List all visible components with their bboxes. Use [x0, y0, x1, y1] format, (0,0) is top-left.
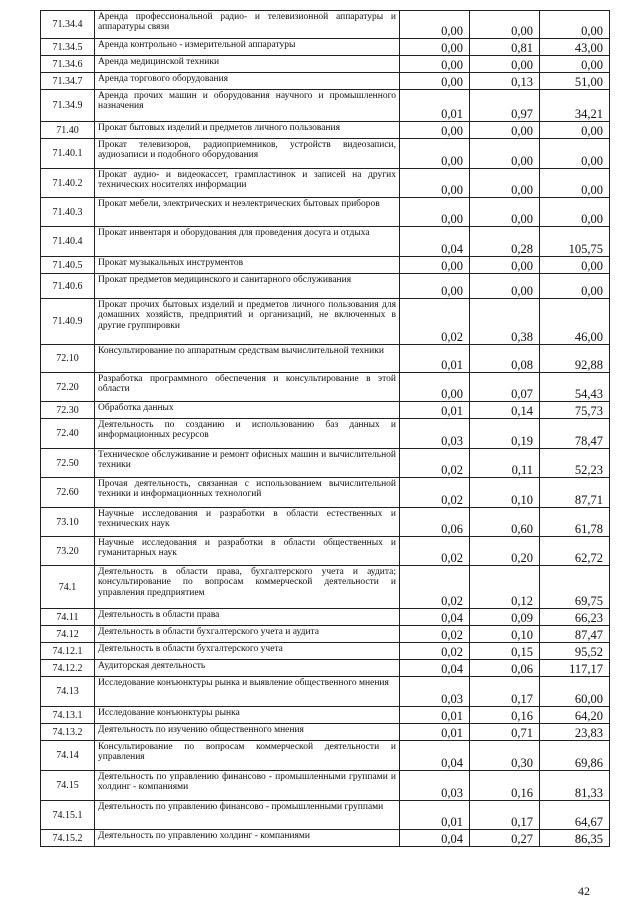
value-col1-cell: 0,02 [400, 449, 470, 478]
page-number: 42 [578, 884, 590, 898]
description-cell: Прокат аудио- и видеокассет, грампластинок и записей на других технических носителях информации [95, 169, 400, 198]
value-col2-cell: 0,13 [470, 73, 540, 90]
value-col1-cell: 0,00 [400, 122, 470, 139]
value-col1-cell: 0,02 [400, 299, 470, 345]
table-row [41, 724, 610, 741]
value-col1-cell: 0,00 [400, 11, 470, 39]
value-col2-cell: 0,28 [470, 227, 540, 257]
value-col2-cell: 0,00 [470, 56, 540, 73]
value-col3-cell: 43,00 [540, 39, 610, 56]
value-col2-cell: 0,00 [470, 169, 540, 198]
value-col2-cell: 0,30 [470, 741, 540, 771]
code-cell: 71.40.6 [41, 274, 95, 299]
value-col3-cell: 51,00 [540, 73, 610, 90]
value-col3-cell: 60,00 [540, 677, 610, 707]
value-col2-cell: 0,06 [470, 660, 540, 677]
code-cell: 72.50 [41, 449, 95, 478]
value-col3-cell: 66,23 [540, 609, 610, 626]
description-cell: Деятельность по управлению финансово - промышленными группами и холдинг - компаниями [95, 771, 400, 801]
value-col1-cell: 0,04 [400, 660, 470, 677]
value-col2-cell: 0,00 [470, 274, 540, 299]
table-row [41, 660, 610, 677]
table-row [41, 508, 610, 537]
value-col3-cell: 105,75 [540, 227, 610, 257]
value-col1-cell: 0,06 [400, 508, 470, 537]
description-cell: Аренда торгового оборудования [95, 73, 400, 90]
table-row [41, 122, 610, 139]
table-row [41, 677, 610, 707]
value-col1-cell: 0,00 [400, 257, 470, 274]
code-cell: 73.20 [41, 537, 95, 566]
value-col2-cell: 0,19 [470, 419, 540, 449]
table-row [41, 257, 610, 274]
value-col1-cell: 0,01 [400, 801, 470, 830]
value-col2-cell: 0,00 [470, 198, 540, 227]
description-cell: Деятельность в области бухгалтерского учета и аудита [95, 626, 400, 643]
value-col3-cell: 0,00 [540, 56, 610, 73]
value-col1-cell: 0,01 [400, 707, 470, 724]
value-col1-cell: 0,02 [400, 537, 470, 566]
description-cell: Прокат бытовых изделий и предметов личного пользования [95, 122, 400, 139]
value-col1-cell: 0,02 [400, 478, 470, 508]
description-cell: Научные исследования и разработки в области общественных и гуманитарных наук [95, 537, 400, 566]
value-col3-cell: 0,00 [540, 198, 610, 227]
table-row [41, 198, 610, 227]
value-col3-cell: 69,86 [540, 741, 610, 771]
value-col2-cell: 0,07 [470, 373, 540, 402]
table-row [41, 39, 610, 56]
description-cell: Консультирование по аппаратным средствам вычислительной техники [95, 345, 400, 373]
value-col1-cell: 0,00 [400, 169, 470, 198]
code-cell: 74.14 [41, 741, 95, 771]
description-cell: Аренда прочих машин и оборудования научного и промышленного назначения [95, 90, 400, 122]
description-cell: Прочая деятельность, связанная с использованием вычислительной техники и информационных технологий [95, 478, 400, 508]
value-col1-cell: 0,04 [400, 741, 470, 771]
value-col3-cell: 87,47 [540, 626, 610, 643]
code-cell: 71.34.9 [41, 90, 95, 122]
table-row [41, 707, 610, 724]
value-col3-cell: 54,43 [540, 373, 610, 402]
value-col2-cell: 0,97 [470, 90, 540, 122]
value-col3-cell: 69,75 [540, 566, 610, 609]
value-col1-cell: 0,00 [400, 39, 470, 56]
table-row [41, 626, 610, 643]
table-row [41, 643, 610, 660]
value-col1-cell: 0,00 [400, 139, 470, 169]
value-col2-cell: 0,38 [470, 299, 540, 345]
description-cell: Деятельность по изучению общественного мнения [95, 724, 400, 741]
code-cell: 71.40.4 [41, 227, 95, 257]
value-col3-cell: 92,88 [540, 345, 610, 373]
code-cell: 74.1 [41, 566, 95, 609]
value-col2-cell: 0,16 [470, 707, 540, 724]
value-col1-cell: 0,04 [400, 227, 470, 257]
value-col2-cell: 0,15 [470, 643, 540, 660]
table-row [41, 345, 610, 373]
code-cell: 74.15 [41, 771, 95, 801]
description-cell: Консультирование по вопросам коммерческой деятельности и управления [95, 741, 400, 771]
code-cell: 72.10 [41, 345, 95, 373]
value-col3-cell: 81,33 [540, 771, 610, 801]
code-cell: 72.20 [41, 373, 95, 402]
table-row [41, 227, 610, 257]
code-cell: 71.40.3 [41, 198, 95, 227]
value-col2-cell: 0,11 [470, 449, 540, 478]
table-row [41, 73, 610, 90]
value-col1-cell: 0,00 [400, 373, 470, 402]
description-cell: Деятельность по созданию и использованию баз данных и информационных ресурсов [95, 419, 400, 449]
value-col2-cell: 0,81 [470, 39, 540, 56]
value-col2-cell: 0,09 [470, 609, 540, 626]
description-cell: Научные исследования и разработки в области естественных и технических наук [95, 508, 400, 537]
value-col3-cell: 61,78 [540, 508, 610, 537]
table-row [41, 537, 610, 566]
description-cell: Деятельность по управлению финансово - промышленными группами [95, 801, 400, 830]
description-cell: Аренда медицинской техники [95, 56, 400, 73]
code-cell: 72.40 [41, 419, 95, 449]
value-col2-cell: 0,00 [470, 257, 540, 274]
table-row [41, 771, 610, 801]
value-col2-cell: 0,27 [470, 830, 540, 847]
table-row [41, 478, 610, 508]
table-row [41, 830, 610, 847]
value-col1-cell: 0,00 [400, 198, 470, 227]
value-col2-cell: 0,10 [470, 478, 540, 508]
value-col3-cell: 0,00 [540, 169, 610, 198]
value-col3-cell: 34,21 [540, 90, 610, 122]
code-cell: 71.40.2 [41, 169, 95, 198]
value-col3-cell: 78,47 [540, 419, 610, 449]
code-cell: 74.12.2 [41, 660, 95, 677]
code-cell: 74.13.1 [41, 707, 95, 724]
value-col3-cell: 23,83 [540, 724, 610, 741]
value-col3-cell: 0,00 [540, 274, 610, 299]
value-col1-cell: 0,03 [400, 419, 470, 449]
value-col1-cell: 0,01 [400, 90, 470, 122]
code-cell: 71.40.9 [41, 299, 95, 345]
value-col2-cell: 0,16 [470, 771, 540, 801]
code-cell: 74.12.1 [41, 643, 95, 660]
value-col2-cell: 0,08 [470, 345, 540, 373]
table-row [41, 373, 610, 402]
table-row [41, 139, 610, 169]
value-col3-cell: 46,00 [540, 299, 610, 345]
value-col2-cell: 0,00 [470, 122, 540, 139]
value-col1-cell: 0,04 [400, 609, 470, 626]
value-col3-cell: 0,00 [540, 122, 610, 139]
description-cell: Деятельность по управлению холдинг - компаниями [95, 830, 400, 847]
value-col3-cell: 0,00 [540, 11, 610, 39]
value-col2-cell: 0,60 [470, 508, 540, 537]
code-cell: 74.15.1 [41, 801, 95, 830]
value-col1-cell: 0,04 [400, 830, 470, 847]
code-cell: 74.12 [41, 626, 95, 643]
description-cell: Прокат музыкальных инструментов [95, 257, 400, 274]
description-cell: Прокат предметов медицинского и санитарного обслуживания [95, 274, 400, 299]
table-body [41, 11, 610, 847]
code-cell: 71.34.6 [41, 56, 95, 73]
code-cell: 74.11 [41, 609, 95, 626]
value-col1-cell: 0,01 [400, 402, 470, 419]
description-cell: Прокат инвентаря и оборудования для проведения досуга и отдыха [95, 227, 400, 257]
value-col2-cell: 0,71 [470, 724, 540, 741]
value-col2-cell: 0,10 [470, 626, 540, 643]
value-col3-cell: 117,17 [540, 660, 610, 677]
value-col3-cell: 75,73 [540, 402, 610, 419]
value-col1-cell: 0,01 [400, 724, 470, 741]
description-cell: Деятельность в области права [95, 609, 400, 626]
code-cell: 71.40.5 [41, 257, 95, 274]
table-row [41, 56, 610, 73]
description-cell: Деятельность в области бухгалтерского учета [95, 643, 400, 660]
value-col1-cell: 0,00 [400, 73, 470, 90]
code-cell: 72.60 [41, 478, 95, 508]
value-col2-cell: 0,00 [470, 11, 540, 39]
value-col3-cell: 0,00 [540, 257, 610, 274]
value-col1-cell: 0,02 [400, 626, 470, 643]
table-row [41, 449, 610, 478]
value-col1-cell: 0,03 [400, 677, 470, 707]
code-cell: 71.34.4 [41, 11, 95, 39]
description-cell: Аудиторская деятельность [95, 660, 400, 677]
table-row [41, 402, 610, 419]
value-col3-cell: 64,67 [540, 801, 610, 830]
value-col3-cell: 64,20 [540, 707, 610, 724]
table-row [41, 609, 610, 626]
value-col2-cell: 0,00 [470, 139, 540, 169]
description-cell: Аренда профессиональной радио- и телевизионной аппаратуры и аппаратуры связи [95, 11, 400, 39]
value-col2-cell: 0,17 [470, 801, 540, 830]
code-cell: 71.40 [41, 122, 95, 139]
table-row [41, 11, 610, 39]
description-cell: Прокат телевизоров, радиоприемников, устройств видеозаписи, аудиозаписи и подобного оборудования [95, 139, 400, 169]
code-cell: 74.15.2 [41, 830, 95, 847]
table-row [41, 90, 610, 122]
value-col3-cell: 95,52 [540, 643, 610, 660]
description-cell: Исследование конъюнктуры рынка [95, 707, 400, 724]
table-row [41, 169, 610, 198]
description-cell: Техническое обслуживание и ремонт офисных машин и вычислительной техники [95, 449, 400, 478]
value-col2-cell: 0,17 [470, 677, 540, 707]
table-row [41, 299, 610, 345]
value-col3-cell: 87,71 [540, 478, 610, 508]
code-cell: 71.40.1 [41, 139, 95, 169]
value-col3-cell: 52,23 [540, 449, 610, 478]
value-col2-cell: 0,12 [470, 566, 540, 609]
description-cell: Исследование конъюнктуры рынка и выявление общественного мнения [95, 677, 400, 707]
code-cell: 74.13.2 [41, 724, 95, 741]
description-cell: Обработка данных [95, 402, 400, 419]
value-col1-cell: 0,02 [400, 566, 470, 609]
value-col1-cell: 0,01 [400, 345, 470, 373]
code-cell: 71.34.7 [41, 73, 95, 90]
value-col1-cell: 0,00 [400, 274, 470, 299]
code-cell: 72.30 [41, 402, 95, 419]
description-cell: Деятельность в области права, бухгалтерского учета и аудита; консультирование по вопросам коммерческой деятельности и управления предприятием [95, 566, 400, 609]
value-col3-cell: 86,35 [540, 830, 610, 847]
value-col2-cell: 0,20 [470, 537, 540, 566]
value-col3-cell: 62,72 [540, 537, 610, 566]
value-col3-cell: 0,00 [540, 139, 610, 169]
description-cell: Прокат прочих бытовых изделий и предметов личного пользования для домашних хозяйств, предприятий и организаций, не включенных в другие группировки [95, 299, 400, 345]
value-col1-cell: 0,00 [400, 56, 470, 73]
description-cell: Разработка программного обеспечения и консультирование в этой области [95, 373, 400, 402]
code-cell: 73.10 [41, 508, 95, 537]
table-row [41, 274, 610, 299]
data-table [40, 10, 610, 847]
description-cell: Прокат мебели, электрических и неэлектрических бытовых приборов [95, 198, 400, 227]
code-cell: 74.13 [41, 677, 95, 707]
value-col1-cell: 0,03 [400, 771, 470, 801]
code-cell: 71.34.5 [41, 39, 95, 56]
value-col2-cell: 0,14 [470, 402, 540, 419]
table-row [41, 801, 610, 830]
table-row [41, 566, 610, 609]
description-cell: Аренда контрольно - измерительной аппаратуры [95, 39, 400, 56]
table-row [41, 741, 610, 771]
value-col1-cell: 0,02 [400, 643, 470, 660]
table-row [41, 419, 610, 449]
